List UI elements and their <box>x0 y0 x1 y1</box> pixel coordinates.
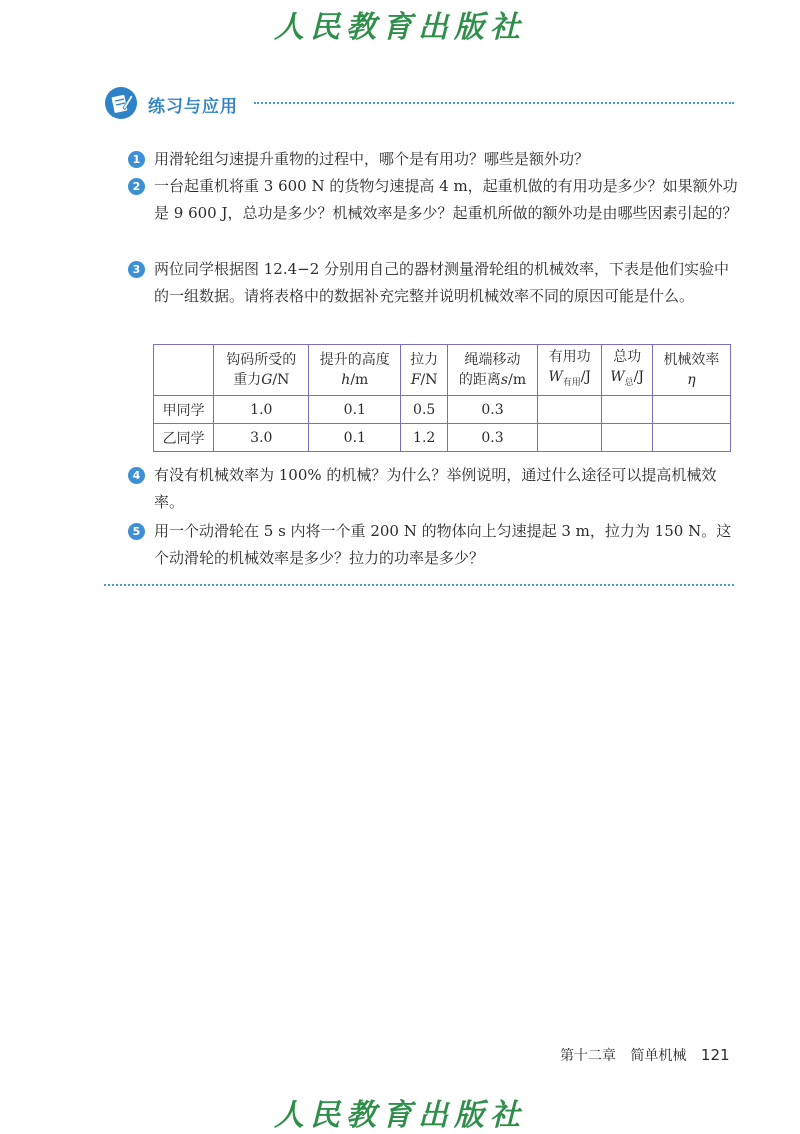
cell-distance: 0.3 <box>448 424 538 452</box>
footer-chapter-title: 简单机械 <box>630 1048 687 1064</box>
question-number-badge: 4 <box>128 467 145 484</box>
question-4 <box>128 462 738 516</box>
table-header-useful-work: 有用功 $W_{有用}/J$ <box>538 345 602 396</box>
table-header-height: 提升的高度 h/m <box>309 345 401 396</box>
section-title: 练习与应用 <box>148 97 238 117</box>
question-number-badge: 5 <box>128 523 145 540</box>
question-number-badge: 2 <box>128 178 145 195</box>
cell-force: 1.2 <box>401 424 448 452</box>
cell-height: 0.1 <box>309 424 401 452</box>
question-text: 有没有机械效率为 100% 的机械？为什么？举例说明，通过什么途径可以提高机械效率。 <box>154 466 717 511</box>
table-header-distance: 绳端移动 的距离s/m <box>448 345 538 396</box>
section-end-dotted-rule <box>104 584 734 586</box>
cell-distance: 0.3 <box>448 396 538 424</box>
publisher-watermark-top: 人民教育出版社 <box>274 10 526 45</box>
cell-total-work <box>602 396 653 424</box>
table-header-efficiency: 机械效率 η <box>652 345 730 396</box>
question-3 <box>128 256 738 310</box>
table-header-weight: 钩码所受的 重力G/N <box>214 345 309 396</box>
question-text: 用滑轮组匀速提升重物的过程中，哪个是有用功？哪些是额外功？ <box>154 150 590 168</box>
table-header-empty <box>154 345 214 396</box>
footer-chapter: 第十二章 <box>560 1048 616 1064</box>
experiment-data-table <box>153 344 731 452</box>
section-dotted-rule <box>254 102 734 104</box>
row-label: 乙同学 <box>154 424 214 452</box>
question-number-badge: 1 <box>128 151 145 168</box>
page-footer <box>560 1045 732 1065</box>
cell-total-work <box>602 424 653 452</box>
row-label: 甲同学 <box>154 396 214 424</box>
cell-useful-work <box>538 424 602 452</box>
publisher-watermark-bottom: 人民教育出版社 <box>274 1098 526 1133</box>
question-text: 用一个动滑轮在 5 s 内将一个重 200 N 的物体向上匀速提起 3 m，拉力为 150 N。这个动滑轮的机械效率是多少？拉力的功率是多少？ <box>154 522 732 567</box>
question-number-badge: 3 <box>128 261 145 278</box>
cell-height: 0.1 <box>309 396 401 424</box>
table-header-total-work: 总功 $W_总/J$ <box>602 345 653 396</box>
cell-weight: 3.0 <box>214 424 309 452</box>
question-text: 两位同学根据图 12.4−2 分别用自己的器材测量滑轮组的机械效率，下表是他们实验中的一组数据。请将表格中的数据补充完整并说明机械效率不同的原因可能是什么。 <box>154 260 730 305</box>
question-5 <box>128 518 738 572</box>
cell-useful-work <box>538 396 602 424</box>
question-2 <box>128 173 738 227</box>
exercise-icon <box>104 86 138 120</box>
cell-force: 0.5 <box>401 396 448 424</box>
page-number: 121 <box>700 1046 730 1064</box>
question-text: 一台起重机将重 3 600 N 的货物匀速提高 4 m，起重机做的有用功是多少？如果额外功是 9 600 J，总功是多少？机械效率是多少？起重机所做的额外功是由哪些因素引起的？ <box>154 177 738 222</box>
cell-efficiency <box>652 396 730 424</box>
table-header-force: 拉力 F/N <box>401 345 448 396</box>
table-header-row <box>154 345 731 396</box>
table-row <box>154 396 731 424</box>
question-1 <box>128 146 738 173</box>
table-row <box>154 424 731 452</box>
section-header <box>104 86 734 126</box>
cell-weight: 1.0 <box>214 396 309 424</box>
cell-efficiency <box>652 424 730 452</box>
